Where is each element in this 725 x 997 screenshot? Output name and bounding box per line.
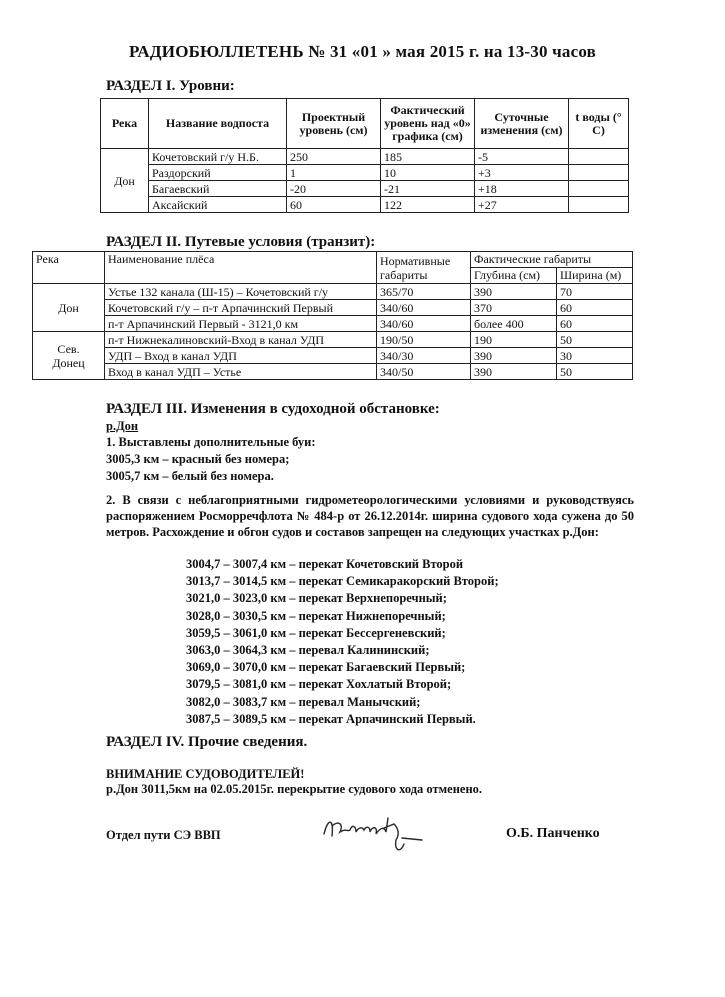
gauge-name: Аксайский: [149, 197, 287, 213]
normative: 340/50: [377, 364, 471, 380]
col-normative: Нормативные габариты: [377, 252, 471, 284]
col-water-temp: t воды (° C): [569, 99, 629, 149]
attention-heading: ВНИМАНИЕ СУДОВОДИТЕЛЕЙ!: [106, 767, 305, 781]
depth: 390: [471, 364, 557, 380]
width: 70: [557, 284, 633, 300]
col-stretch-name: Наименование плёса: [105, 252, 377, 284]
table-row: [33, 364, 633, 380]
gauge-name: Кочетовский г/у Н.Б.: [149, 149, 287, 165]
col-width: Ширина (м): [557, 268, 633, 284]
stretch-name: УДП – Вход в канал УДП: [105, 348, 377, 364]
width: 60: [557, 300, 633, 316]
restricted-places-list: [186, 556, 499, 728]
table-row: [33, 332, 633, 348]
signatory-name: О.Б. Панченко: [506, 826, 600, 841]
river-cell: Дон: [33, 284, 105, 332]
item-1: 1. Выставлены дополнительные буи:: [106, 435, 316, 449]
normative: 340/60: [377, 316, 471, 332]
design-level: 60: [287, 197, 381, 213]
daily-change: +3: [475, 165, 569, 181]
transit-table: [32, 251, 633, 380]
list-item: 3082,0 – 3083,7 км – перевал Манычский;: [186, 694, 421, 709]
design-level: -20: [287, 181, 381, 197]
width: 50: [557, 364, 633, 380]
table-row: [33, 284, 633, 300]
buoy-2: 3005,7 км – белый без номера.: [106, 469, 274, 483]
water-temp: [569, 181, 629, 197]
section-1-title: РАЗДЕЛ I. Уровни:: [106, 78, 235, 94]
list-item: 3087,5 – 3089,5 км – перекат Арпачинский Первый.: [186, 711, 476, 726]
river-heading: р.Дон: [106, 419, 139, 433]
list-item: 3059,5 – 3061,0 км – перекат Бессергеневский;: [186, 625, 446, 640]
bulletin-title: РАДИОБЮЛЛЕТЕНЬ № 31 «01 » мая 2015 г. на 13-30 часов: [128, 42, 597, 61]
stretch-name: п-т Арпачинский Первый - 3121,0 км: [105, 316, 377, 332]
actual-level: -21: [381, 181, 475, 197]
design-level: 1: [287, 165, 381, 181]
table-row: [33, 348, 633, 364]
transit-header-row: [33, 252, 633, 268]
handwritten-signature: [318, 810, 438, 862]
col-actual-level: Фактический уровень над «0» графика (см): [381, 99, 475, 149]
gauge-name: Раздорский: [149, 165, 287, 181]
normative: 190/50: [377, 332, 471, 348]
normative: 365/70: [377, 284, 471, 300]
water-temp: [569, 149, 629, 165]
water-temp: [569, 165, 629, 181]
river-name-line-2: Донец: [52, 355, 85, 370]
design-level: 250: [287, 149, 381, 165]
table-row: [101, 181, 629, 197]
normative: 340/60: [377, 300, 471, 316]
list-item: 3021,0 – 3023,0 км – перекат Верхнепоречный;: [186, 591, 447, 606]
stretch-name: п-т Нижнекалиновский-Вход в канал УДП: [105, 332, 377, 348]
stretch-name: Вход в канал УДП – Устье: [105, 364, 377, 380]
river-name-line-1: Сев.: [57, 341, 80, 356]
col-actual-dimensions: Фактические габариты: [471, 252, 633, 268]
width: 60: [557, 316, 633, 332]
daily-change: -5: [475, 149, 569, 165]
table-row: [33, 300, 633, 316]
water-temp: [569, 197, 629, 213]
item-2: 2. В связи с неблагоприятными гидрометеорологическими условиями и руководствуясь распоряжением Росморречфлота № 484-р от 26.12.2014г. ширина судового хода сужена до 50 метров. Расхождение и обгон судов и составов запрещен на следующих участках р.Дон:: [106, 493, 634, 539]
actual-level: 122: [381, 197, 475, 213]
section-2-title: РАЗДЕЛ II. Путевые условия (транзит):: [106, 234, 376, 250]
section-4-title: РАЗДЕЛ IV. Прочие сведения.: [106, 734, 308, 750]
table-row: [101, 165, 629, 181]
depth: более 400: [471, 316, 557, 332]
levels-header-row: [101, 99, 629, 149]
daily-change: +18: [475, 181, 569, 197]
col-daily-change: Суточные изменения (см): [475, 99, 569, 149]
river-cell: [33, 332, 105, 380]
list-item: 3028,0 – 3030,5 км – перекат Нижнепоречный;: [186, 608, 446, 623]
col-design-level: Проектный уровень (см): [287, 99, 381, 149]
stretch-name: Кочетовский г/у – п-т Арпачинский Первый: [105, 300, 377, 316]
actual-level: 10: [381, 165, 475, 181]
col-depth: Глубина (см): [471, 268, 557, 284]
buoy-1: 3005,3 км – красный без номера;: [106, 452, 290, 466]
width: 30: [557, 348, 633, 364]
attention-note: р.Дон 3011,5км на 02.05.2015г. перекрытие судового хода отменено.: [106, 782, 483, 796]
list-item: 3079,5 – 3081,0 км – перекат Хохлатый Второй;: [186, 677, 452, 692]
stretch-name: Устье 132 канала (Ш-15) – Кочетовский г/у: [105, 284, 377, 300]
table-row: [101, 197, 629, 213]
table-row: [33, 316, 633, 332]
depth: 370: [471, 300, 557, 316]
depth: 190: [471, 332, 557, 348]
normative: 340/30: [377, 348, 471, 364]
section-3-title: РАЗДЕЛ III. Изменения в судоходной обстановке:: [106, 401, 440, 417]
col-river: Река: [33, 252, 105, 284]
levels-table: [100, 98, 629, 213]
depth: 390: [471, 348, 557, 364]
depth: 390: [471, 284, 557, 300]
river-cell: Дон: [101, 149, 149, 213]
list-item: 3069,0 – 3070,0 км – перекат Багаевский Первый;: [186, 660, 466, 675]
department-label: Отдел пути СЭ ВВП: [106, 828, 221, 842]
list-item: 3004,7 – 3007,4 км – перекат Кочетовский Второй: [186, 557, 464, 571]
gauge-name: Багаевский: [149, 181, 287, 197]
actual-level: 185: [381, 149, 475, 165]
list-item: 3013,7 – 3014,5 км – перекат Семикаракорский Второй;: [186, 574, 499, 589]
col-river: Река: [101, 99, 149, 149]
col-gauge-name: Название водпоста: [149, 99, 287, 149]
daily-change: +27: [475, 197, 569, 213]
list-item: 3063,0 – 3064,3 км – перевал Калининский;: [186, 643, 430, 658]
width: 50: [557, 332, 633, 348]
table-row: [101, 149, 629, 165]
